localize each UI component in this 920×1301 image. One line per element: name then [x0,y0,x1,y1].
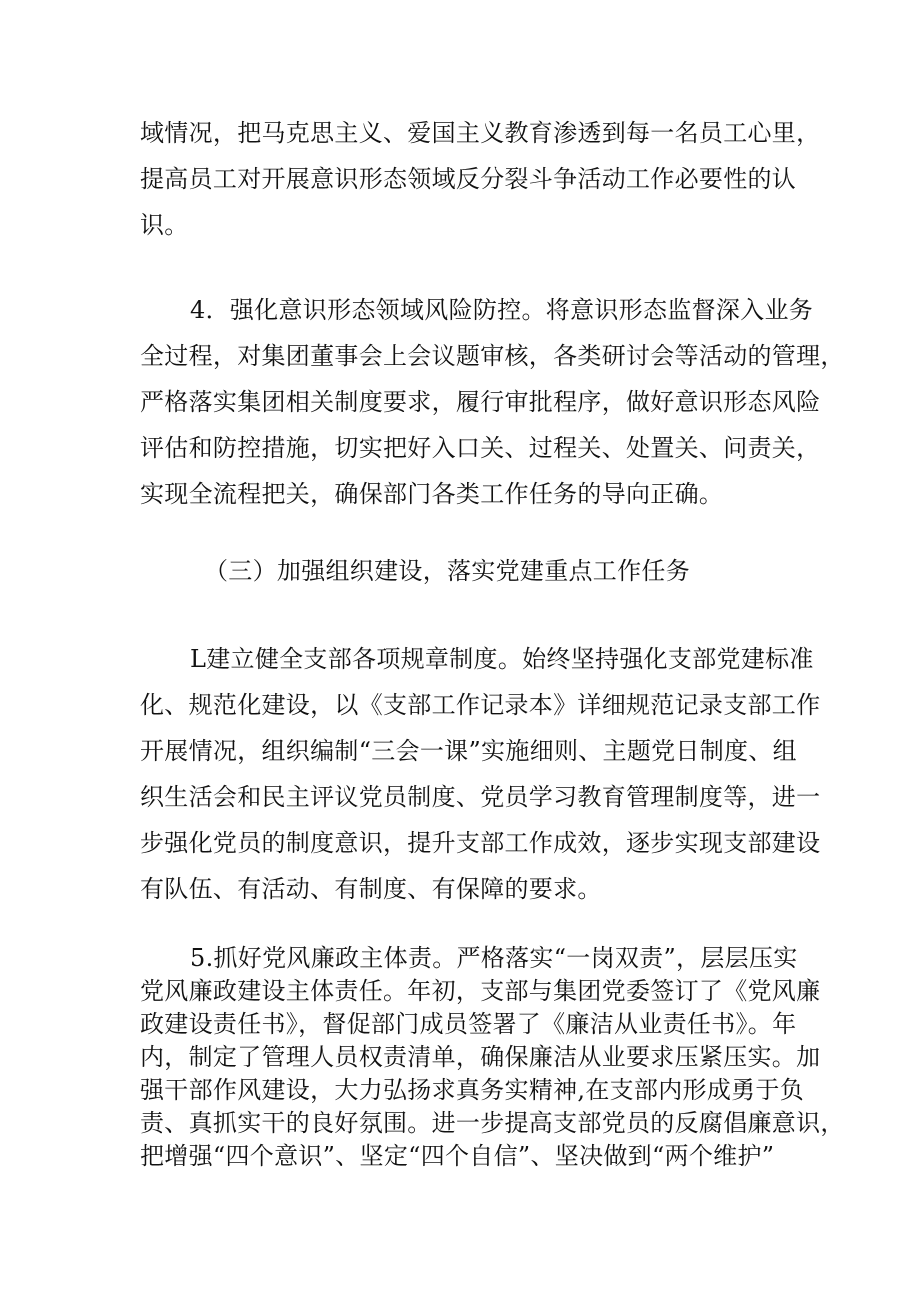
item-l-paragraph [140,636,821,912]
item-5-paragraph [140,942,845,1173]
text-line: 评估和防控措施，切实把好入口关、过程关、处置关、问责关， [140,434,821,462]
text-line: L建立健全支部各项规章制度。始终坚持强化支部党建标准 [190,645,814,673]
text-line: 5.抓好党风廉政主体责。严格落实“一岗双责”，层层压实 [190,944,798,972]
text-line: 开展情况，组织编制“三会一课”实施细则、主题党日制度、组 [140,737,797,765]
text-line: 化、规范化建设，以《支部工作记录本》详细规范记录支部工作 [140,691,821,719]
text-line: 政建设责任书》，督促部门成员签署了《廉洁从业责任书》。年 [140,1010,797,1038]
text-line: 严格落实集团相关制度要求，履行审批程序，做好意识形态风险 [140,388,821,416]
text-line: 全过程，对集团董事会上会议题审核，各类研讨会等活动的管理， [140,342,845,370]
text-line: 党风廉政建设主体责任。年初，支部与集团党委签订了《党风廉 [140,977,821,1005]
continued-paragraph [140,110,821,248]
text-line: 步强化党员的制度意识，提升支部工作成效，逐步实现支部建设 [140,829,821,857]
text-line: 识。 [140,211,189,239]
text-line: 实现全流程把关，确保部门各类工作任务的导向正确。 [140,480,724,508]
text-line: 织生活会和民主评议党员制度、党员学习教育管理制度等，进一 [140,783,821,811]
text-line: 有队伍、有活动、有制度、有保障的要求。 [140,875,602,903]
section-heading [140,548,795,594]
item-4-paragraph [140,287,845,517]
text-line: 强干部作风建设，大力弘扬求真务实精神,在支部内形成勇于负 [140,1076,805,1104]
text-line: 提高员工对开展意识形态领域反分裂斗争活动工作必要性的认 [140,165,797,193]
text-line: 责、真抓实干的良好氛围。进一步提高支部党员的反腐倡廉意识， [140,1109,845,1137]
text-line: 内，制定了管理人员权责清单，确保廉洁从业要求压紧压实。加 [140,1043,821,1071]
text-line: 把增强“四个意识”、坚定“四个自信”、坚决做到“两个维护” [140,1142,775,1170]
text-line: 域情况，把马克思主义、爱国主义教育渗透到每一名员工心里， [140,119,821,147]
text-line: 4．强化意识形态领域风险防控。将意识形态监督深入业务 [190,296,814,324]
heading-line: （三）加强组织建设，落实党建重点工作任务 [204,557,690,585]
